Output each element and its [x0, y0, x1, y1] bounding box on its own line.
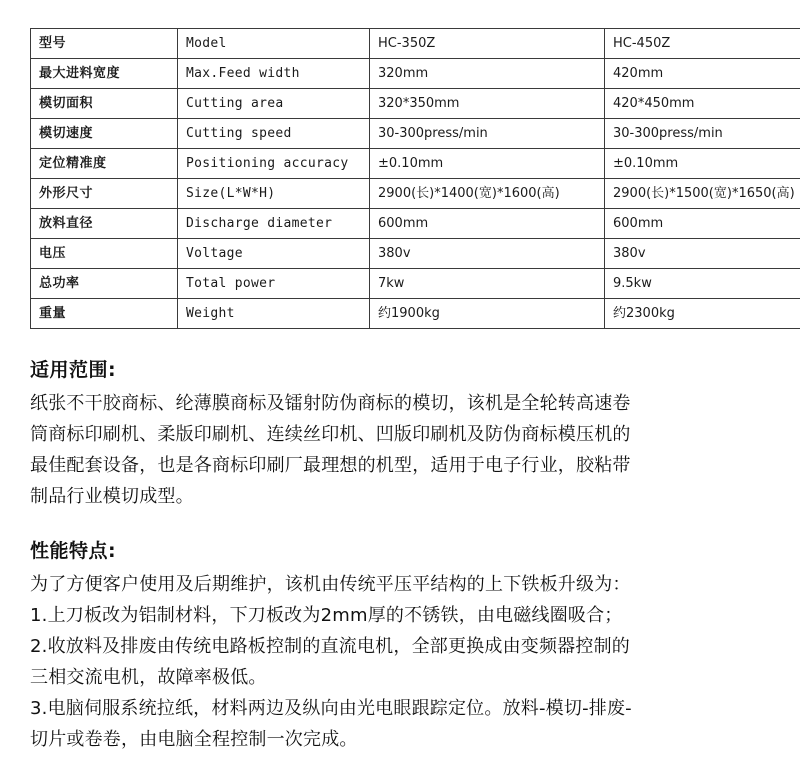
table-row — [31, 179, 800, 209]
table-body — [31, 29, 800, 329]
spec-name-en: Total power — [178, 269, 370, 299]
performance-line: 三相交流电机，故障率极低。 — [30, 667, 267, 688]
scope-title: 适用范围: — [30, 359, 117, 381]
specification-table — [30, 28, 800, 329]
spec-value-model2: 380v — [605, 239, 800, 269]
table-row — [31, 209, 800, 239]
spec-value-model1: 320mm — [370, 59, 605, 89]
spec-value-model2: 9.5kw — [605, 269, 800, 299]
spec-name-cn: 重量 — [31, 299, 178, 329]
spec-name-en: Cutting area — [178, 89, 370, 119]
table-row — [31, 119, 800, 149]
spec-value-model1: 380v — [370, 239, 605, 269]
table-row — [31, 59, 800, 89]
scope-section — [30, 355, 770, 512]
spec-name-en: Positioning accuracy — [178, 149, 370, 179]
spec-name-en: Model — [178, 29, 370, 59]
spec-name-cn: 总功率 — [31, 269, 178, 299]
spec-value-model1: 2900(长)*1400(宽)*1600(高) — [370, 179, 605, 209]
performance-line: 2.收放料及排废由传统电路板控制的直流电机，全部更换成由变频器控制的 — [30, 636, 630, 657]
table-row — [31, 149, 800, 179]
spec-value-model2: 约2300kg — [605, 299, 800, 329]
performance-line: 为了方便客户使用及后期维护，该机由传统平压平结构的上下铁板升级为： — [30, 574, 631, 595]
scope-line: 筒商标印刷机、柔版印刷机、连续丝印机、凹版印刷机及防伪商标模压机的 — [30, 424, 631, 445]
performance-line: 1.上刀板改为铝制材料，下刀板改为2mm厚的不锈铁，由电磁线圈吸合； — [30, 605, 623, 626]
spec-name-en: Voltage — [178, 239, 370, 269]
spec-value-model1: HC-350Z — [370, 29, 605, 59]
performance-section — [30, 536, 770, 755]
spec-name-en: Cutting speed — [178, 119, 370, 149]
spec-name-cn: 型号 — [31, 29, 178, 59]
scope-paragraph — [30, 388, 770, 512]
spec-name-en: Size(L*W*H) — [178, 179, 370, 209]
spec-value-model2: 420*450mm — [605, 89, 800, 119]
table-row — [31, 269, 800, 299]
spec-name-en: Discharge diameter — [178, 209, 370, 239]
spec-name-cn: 最大进料宽度 — [31, 59, 178, 89]
spec-name-cn: 外形尺寸 — [31, 179, 178, 209]
spec-name-cn: 定位精准度 — [31, 149, 178, 179]
spec-name-cn: 模切面积 — [31, 89, 178, 119]
spec-value-model1: 7kw — [370, 269, 605, 299]
spec-value-model2: 420mm — [605, 59, 800, 89]
spec-name-cn: 放料直径 — [31, 209, 178, 239]
spec-name-en: Weight — [178, 299, 370, 329]
performance-paragraph — [30, 569, 770, 755]
spec-value-model1: 320*350mm — [370, 89, 605, 119]
spec-name-cn: 电压 — [31, 239, 178, 269]
table-row — [31, 89, 800, 119]
spec-name-cn: 模切速度 — [31, 119, 178, 149]
spec-value-model1: 约1900kg — [370, 299, 605, 329]
performance-line: 3.电脑伺服系统拉纸，材料两边及纵向由光电眼跟踪定位。放料-模切-排废- — [30, 698, 632, 719]
spec-value-model2: 2900(长)*1500(宽)*1650(高) — [605, 179, 800, 209]
performance-title: 性能特点: — [30, 540, 117, 562]
table-row — [31, 29, 800, 59]
performance-line: 切片或卷卷，由电脑全程控制一次完成。 — [30, 729, 358, 750]
spec-name-en: Max.Feed width — [178, 59, 370, 89]
spec-value-model2: HC-450Z — [605, 29, 800, 59]
scope-line: 纸张不干胶商标、纶薄膜商标及镭射防伪商标的模切，该机是全轮转高速卷 — [30, 393, 631, 414]
table-row — [31, 299, 800, 329]
spec-value-model1: 600mm — [370, 209, 605, 239]
spec-value-model2: ±0.10mm — [605, 149, 800, 179]
spec-value-model2: 30-300press/min — [605, 119, 800, 149]
scope-line: 制品行业模切成型。 — [30, 486, 194, 507]
spec-value-model2: 600mm — [605, 209, 800, 239]
table-row — [31, 239, 800, 269]
scope-line: 最佳配套设备，也是各商标印刷厂最理想的机型，适用于电子行业，胶粘带 — [30, 455, 631, 476]
spec-value-model1: ±0.10mm — [370, 149, 605, 179]
spec-value-model1: 30-300press/min — [370, 119, 605, 149]
